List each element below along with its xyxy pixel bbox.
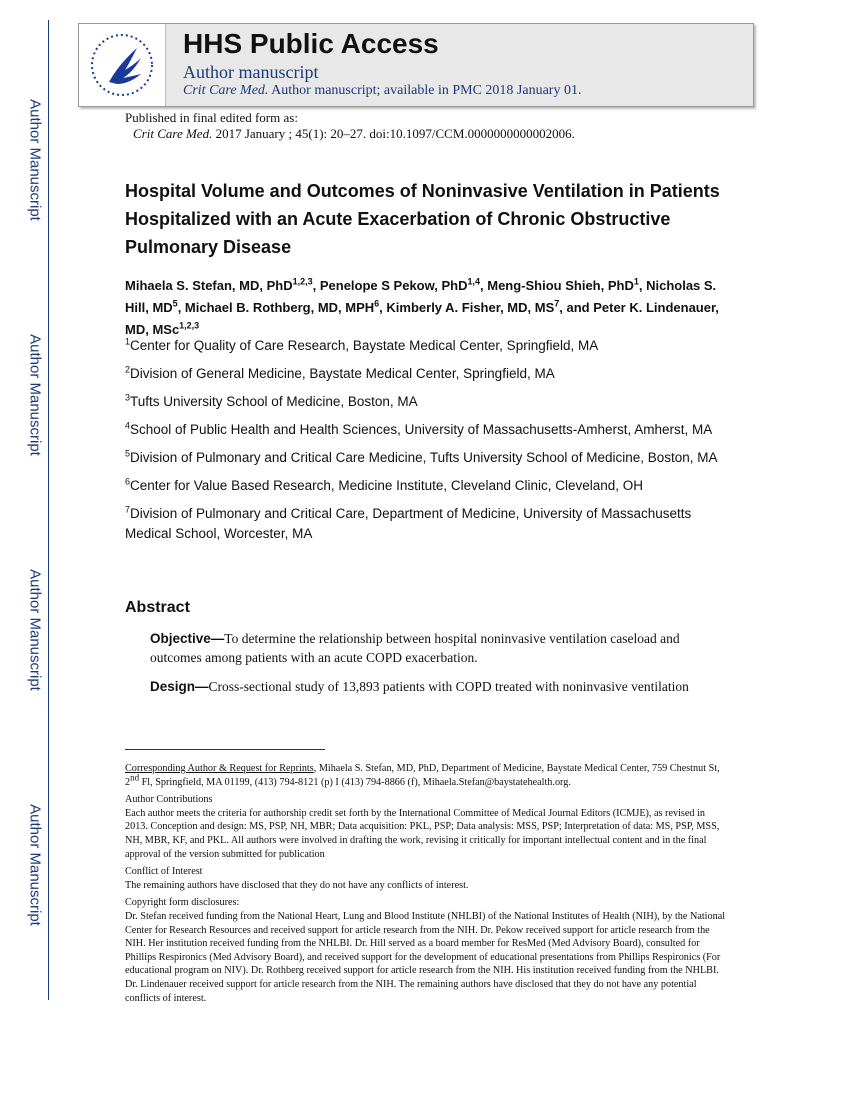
affiliation-text: Center for Value Based Research, Medicine Institute, Cleveland Clinic, Cleveland, OH	[130, 478, 644, 493]
objective-text: To determine the relationship between hospital noninvasive ventilation caseload and outcomes among patients with an acute COPD exacerbation.	[150, 631, 680, 665]
affiliation-number: 5	[125, 448, 131, 459]
affiliation-text: Division of Pulmonary and Critical Care Medicine, Tufts University School of Medicine, Boston, MA	[130, 450, 718, 465]
abstract-objective	[150, 629, 710, 667]
coi-heading: Conflict of Interest	[125, 866, 203, 878]
author-separator: ,	[638, 278, 647, 293]
header-availability	[183, 83, 581, 99]
author-affiliation-sup: 1,2,3	[292, 276, 313, 287]
author-affiliation-sup: 1,2,3	[179, 320, 200, 331]
affiliation-number: 6	[125, 476, 131, 487]
author-name: Meng-Shiou Shieh, PhD	[487, 278, 634, 293]
journal-name: Crit Care Med.	[133, 126, 213, 141]
abstract-heading: Abstract	[125, 599, 190, 616]
corresponding-text: , Mihaela S. Stefan, MD, PhD, Department of Medicine, Baystate Medical Center, 759 Chestnut St, 2	[125, 763, 720, 788]
hhs-header	[78, 23, 754, 107]
author-name: Penelope S Pekow, PhD	[319, 278, 468, 293]
footnote-rule	[125, 749, 325, 750]
affiliation-text: Division of General Medicine, Baystate Medical Center, Springfield, MA	[130, 366, 555, 381]
author-name: Michael B. Rothberg, MD, MPH	[184, 300, 375, 315]
published-citation	[133, 126, 575, 142]
affiliation-text: Tufts University School of Medicine, Boston, MA	[130, 394, 418, 409]
author-affiliation-sup: 1	[633, 276, 639, 287]
author-affiliation-sup: 1,4	[467, 276, 480, 287]
author-name: Peter K. Lindenauer, MD, MSc	[125, 300, 719, 337]
published-label: Published in final edited form as:	[125, 110, 298, 125]
affiliation	[125, 336, 725, 356]
author-separator: ,	[480, 278, 488, 293]
contributions-text: Each author meets the criteria for authorship credit set forth by the International Committee of Medical Journal Editors (ICMJE), as revised in 2013. Conception and design: MS, PSP, NH, MBR; Data acquisition: PKL, PSP; Data analysis: MSS, PSP; Interpretation of data: MS, PSP, MSS, NH, MBR, KF, and PKL. All authors were involved in drafting the work, revising it critically for important intellectual content and in the final approval of the version submitted for publication	[125, 807, 720, 860]
citation-text: 2017 January ; 45(1): 20–27. doi:10.1097/CCM.0000000000002006.	[215, 126, 575, 141]
contributions-heading: Author Contributions	[125, 794, 213, 806]
author-affiliation-sup: 7	[554, 298, 560, 309]
author-name: Mihaela S. Stefan, MD, PhD	[125, 278, 293, 293]
header-title: HHS Public Access	[183, 28, 439, 59]
author-separator: ,	[177, 300, 185, 315]
corresponding-text: Fl, Springfield, MA 01199, (413) 794-8121 (p) I (413) 794-8866 (f), Mihaela.Stefan@baystatehealth.org.	[139, 776, 571, 788]
affiliation-list	[125, 336, 725, 552]
design-label: Design—	[150, 679, 209, 694]
side-label: Author Manuscript	[26, 99, 44, 221]
side-label: Author Manuscript	[26, 804, 44, 926]
hhs-logo-icon	[79, 24, 166, 106]
article-title: Hospital Volume and Outcomes of Noninvasive Ventilation in Patients Hospitalized with an Acute Exacerbation of Chronic Obstructive Pulmonary Disease	[125, 181, 720, 257]
affiliation	[125, 420, 725, 440]
corresponding-author-label: Corresponding Author & Request for Reprints	[125, 763, 314, 774]
affiliation	[125, 504, 725, 544]
sup: nd	[130, 772, 140, 783]
author-name: Nicholas S. Hill, MD	[125, 278, 717, 315]
author-list	[125, 275, 735, 341]
journal-name: Crit Care Med.	[183, 83, 269, 98]
author-name: Kimberly A. Fisher, MD, MS	[386, 300, 555, 315]
footnotes	[125, 762, 730, 1009]
side-label: Author Manuscript	[26, 569, 44, 691]
coi-text: The remaining authors have disclosed that they do not have any conflicts of interest.	[125, 879, 469, 891]
affiliation-number: 3	[125, 392, 131, 403]
availability-text: Author manuscript; available in PMC 2018 January 01.	[271, 83, 582, 98]
affiliation	[125, 448, 725, 468]
design-text: Cross-sectional study of 13,893 patients with COPD treated with noninvasive ventilation	[208, 679, 689, 694]
side-label: Author Manuscript	[26, 334, 44, 456]
affiliation	[125, 476, 725, 496]
author-separator: ,	[312, 278, 320, 293]
abstract-design	[150, 677, 710, 696]
affiliation-number: 2	[125, 364, 131, 375]
copyright-heading: Copyright form disclosures:	[125, 897, 240, 909]
affiliation-number: 7	[125, 504, 131, 515]
affiliation-text: School of Public Health and Health Sciences, University of Massachusetts-Amherst, Amherst, MA	[130, 422, 713, 437]
header-subtitle: Author manuscript	[183, 62, 319, 82]
affiliation-number: 4	[125, 420, 131, 431]
affiliation-text: Center for Quality of Care Research, Baystate Medical Center, Springfield, MA	[130, 338, 599, 353]
affiliation	[125, 364, 725, 384]
affiliation-number: 1	[125, 336, 131, 347]
author-affiliation-sup: 5	[172, 298, 178, 309]
author-separator: , and	[559, 300, 594, 315]
author-affiliation-sup: 6	[374, 298, 380, 309]
objective-label: Objective—	[150, 631, 225, 646]
margin-rule	[48, 20, 49, 1000]
copyright-text: Dr. Stefan received funding from the National Heart, Lung and Blood Institute (NHLBI) of the National Institutes of Health (NIH), by the National Center for Research Resources and received support for article research from the NIH. Dr. Pekow received support for article research from the NIH. Her institution received funding from the NHLBI. Dr. Hill served as a board member for ResMed (Med Advisory Board), consulted for Phillips Respironics (Med Advisory Board), and received support for the development of educational presentations from Phillips Respironics (For educational program on NIV). Dr. Rothberg received support for article research from the NIH. His institution received funding from the NHLBI. Dr. Lindenauer received support for article research from the NIH. The remaining authors have disclosed that they do not have any potential conflicts of interest.	[125, 910, 726, 1004]
author-separator: ,	[379, 300, 387, 315]
affiliation	[125, 392, 725, 412]
affiliation-text: Division of Pulmonary and Critical Care, Department of Medicine, University of Massachusetts Medical School, Worcester, MA	[125, 506, 692, 541]
